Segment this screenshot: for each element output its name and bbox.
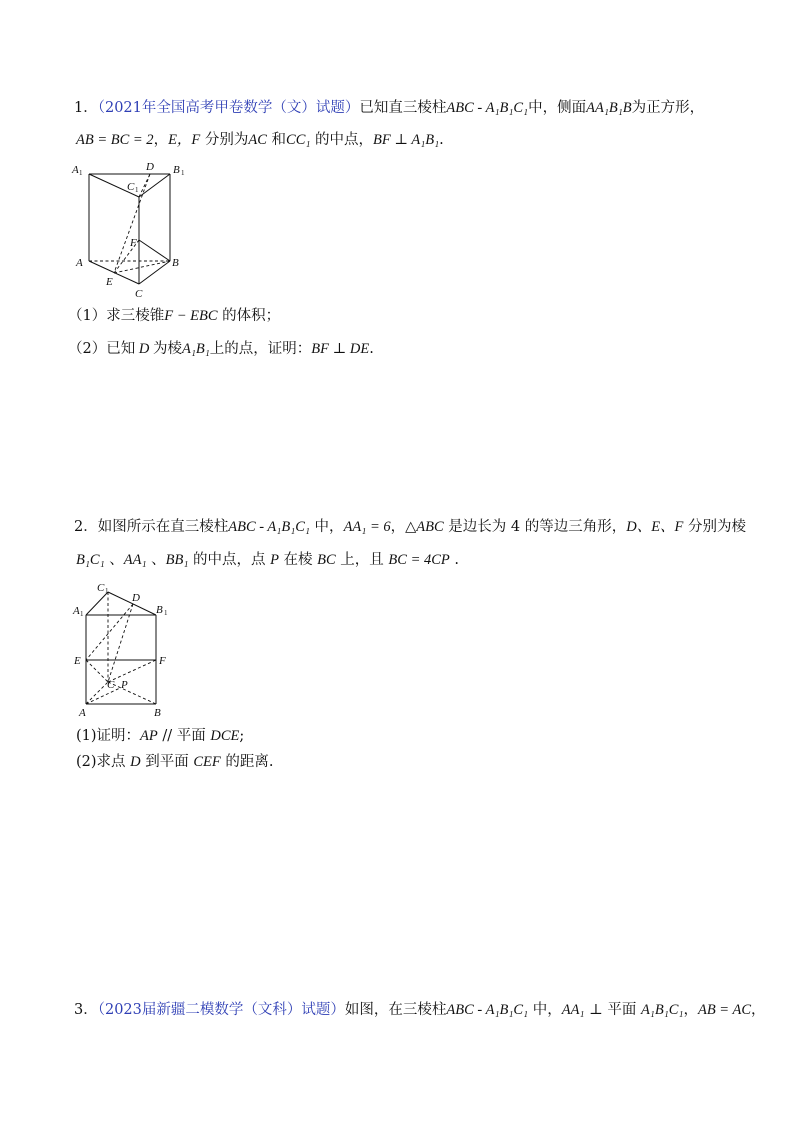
label-sub: 1 [135, 186, 139, 194]
problem-1-q2-expr: BF ⊥ DE [311, 341, 370, 357]
problem-1-point-d: D [135, 341, 153, 357]
problem-2-question-1 [76, 726, 244, 746]
problem-2-plane-cef: CEF [193, 754, 221, 770]
problem-3-prism: ABC - A₁B₁C₁ [446, 1002, 529, 1018]
label-a1: A [72, 164, 79, 176]
problem-2-text: (2)求点 [76, 754, 131, 770]
problem-2-aa1: AA₁ = 6 [343, 519, 391, 535]
problem-2-text: ， [390, 519, 406, 535]
problem-1-figure [66, 158, 196, 303]
problem-1-text: . [369, 341, 374, 357]
problem-1-ac: AC [248, 132, 267, 148]
problem-2-text: 中， [309, 519, 344, 535]
problem-1-text: 已知直三棱柱 [359, 100, 447, 116]
label-d: D [132, 592, 140, 604]
edge-a-c [86, 682, 108, 704]
problem-1-text: 上的点，证明： [209, 341, 312, 357]
problem-1-text: （2）已知 [68, 341, 136, 357]
problem-2-plane-dce: DCE [210, 728, 240, 744]
label-c: C [107, 679, 115, 691]
problem-1-face: AA₁B₁B [586, 100, 632, 116]
problem-3-text: 中， [528, 1002, 562, 1018]
problem-1-question-2 [68, 339, 374, 359]
problem-2-text: 分别为棱 [683, 519, 747, 535]
problem-1-text: （1）求三棱锥 [68, 308, 165, 324]
label-e: E [106, 276, 113, 288]
edge-c-d [139, 174, 150, 197]
edge-b1-c1 [139, 174, 170, 197]
problem-2-text: // 平面 [157, 728, 211, 744]
problem-2-question-2 [76, 752, 273, 772]
problem-2-prism: ABC - A₁B₁C₁ [228, 519, 310, 535]
problem-2-text: 在棱 [278, 552, 318, 568]
edge-e-c [86, 660, 108, 682]
problem-3-text: 如图，在三棱柱 [344, 1002, 447, 1018]
label-a1: A [73, 605, 80, 617]
problem-2-ap: AP [140, 728, 158, 744]
label-a: A [79, 707, 86, 719]
problem-2-text: . [449, 552, 459, 568]
problem-2-text: 的距离. [220, 754, 274, 770]
problem-3-text: ， [683, 1002, 698, 1018]
problem-1-perp: BF ⊥ A₁B₁ [373, 132, 440, 148]
problem-3-equation: AB = AC [697, 1002, 751, 1018]
problem-1-cc1: CC₁ [286, 132, 311, 148]
problem-2-point-d: D [130, 754, 141, 770]
edge-d-e [86, 604, 133, 660]
problem-1-line-2 [76, 130, 444, 150]
problem-2-triangle: △ABC [405, 519, 444, 535]
label-b1: B [173, 164, 180, 176]
edge-c-b [108, 682, 156, 704]
problem-1-text: 和 [266, 132, 287, 148]
problem-2-figure [70, 578, 180, 720]
problem-2-bb1: BB₁ [165, 552, 189, 568]
problem-1-question-1 [68, 306, 280, 326]
problem-1-q1-expr: F − EBC [164, 308, 218, 324]
problem-1-text: 中，侧面 [528, 100, 587, 116]
problem-2-text: 的中点，点 [188, 552, 271, 568]
label-a: A [76, 257, 83, 269]
label-f: F [159, 655, 166, 667]
problem-3-line-1 [74, 1000, 765, 1020]
problem-2-text: 、 [146, 552, 166, 568]
edge-a1-c1 [86, 592, 108, 615]
problem-1-text: 为正方形， [631, 100, 705, 116]
label-c1: C [97, 582, 105, 594]
problem-1-number: 1． [74, 100, 98, 116]
label-b: B [172, 257, 179, 269]
problem-1-source: （2021年全国高考甲卷数学（文）试题） [97, 100, 360, 116]
edge-c-f [108, 660, 156, 682]
label-sub: 1 [105, 587, 109, 595]
problem-1-equation: AB = BC = 2 [76, 132, 154, 148]
problem-3-text: ⊥ 平面 [584, 1002, 641, 1018]
problem-1-line-1 [74, 98, 704, 118]
label-e: E [74, 655, 81, 667]
problem-2-point-p: P [270, 552, 279, 568]
problem-2-number: 2． [74, 519, 98, 535]
problem-3-source: （2023届新疆二模数学（文科）试题） [97, 1002, 345, 1018]
problem-2-line-2 [76, 550, 459, 570]
problem-1-prism: ABC - A₁B₁C₁ [446, 100, 529, 116]
problem-2-text: 如图所示在直三棱柱 [97, 519, 229, 535]
problem-2-text: (1)证明： [76, 728, 141, 744]
problem-2-vars: D、E、F [626, 519, 684, 535]
problem-2-text: 上，且 [335, 552, 389, 568]
problem-3-number: 3． [74, 1002, 98, 1018]
problem-2-line-1 [74, 517, 746, 537]
problem-1-text: 为棱 [152, 341, 182, 357]
label-sub: 1 [164, 609, 168, 617]
problem-2-aa1-edge: AA₁ [123, 552, 147, 568]
label-b: B [154, 707, 161, 719]
problem-2-text: 是边长为 4 的等边三角形， [443, 519, 627, 535]
label-sub: 1 [79, 169, 83, 177]
label-sub: 1 [181, 169, 185, 177]
problem-2-text: 到平面 [140, 754, 194, 770]
edge-f-b [139, 240, 170, 261]
problem-1-text: ， [153, 132, 169, 148]
label-c1: C [127, 181, 135, 193]
problem-1-text: 的中点， [310, 132, 374, 148]
problem-3-text: ， [750, 1002, 766, 1018]
problem-2-text: 、 [104, 552, 124, 568]
problem-2-b1c1: B₁C₁ [76, 552, 105, 568]
label-sub: 1 [80, 610, 84, 618]
problem-1-text: . [439, 132, 444, 148]
problem-2-bc: BC [317, 552, 336, 568]
edge-d-c [108, 604, 133, 682]
label-d: D [146, 161, 154, 173]
problem-1-text: 分别为 [200, 132, 249, 148]
label-f: F [130, 237, 137, 249]
label-b1: B [156, 604, 163, 616]
problem-2-text: ; [239, 728, 245, 744]
problem-1-vars: E，F [168, 132, 201, 148]
label-c: C [135, 288, 143, 300]
label-p: P [121, 679, 128, 691]
edge-a-p [86, 688, 120, 704]
problem-1-text: 的体积； [217, 308, 281, 324]
problem-1-edge: A₁B₁ [181, 341, 210, 357]
problem-2-equation: BC = 4CP [388, 552, 450, 568]
problem-3-aa1: AA₁ [561, 1002, 585, 1018]
problem-3-plane: A₁B₁C₁ [640, 1002, 684, 1018]
